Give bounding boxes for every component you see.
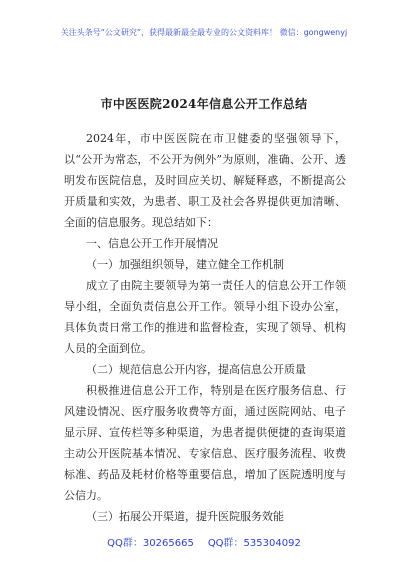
paragraph-intro: 2024年，市中医医院在市卫健委的坚强领导下，以“公开为常态，不公开为例外”为原则，准确、公开、透明发布医院信息，及时回应关切、解疑释惑，不断提高公开质量和实效，为患者、职工及社会各界提供更加清晰、全面的信息服务。现总结如下： (64, 132, 346, 229)
footer-qq-group-1: QQ群：30265665 (107, 538, 194, 549)
footer-contact (0, 534, 408, 549)
paragraph-2: 积极推进信息公开工作，特别是在医疗服务信息、行风建设情况、医疗服务收费等方面，通过医院网站、电子显示屏、宣传栏等多种渠道，为患者提供便捷的查询渠道主动公开医院基本情况、专家信息、医疗服务流程、收费标准、药品及耗材价格等重要信息，增加了医院透明度与公信力。 (64, 384, 346, 502)
subsection-heading-3: （三）拓展公开渠道，提升医院服务效能 (86, 510, 284, 523)
document-body (64, 124, 346, 527)
section-heading-1: 一、信息公开工作开展情况 (86, 237, 218, 250)
paragraph-1: 成立了由院主要领导为第一责任人的信息公开工作领导小组，全面负责信息公开工作。领导小组下设办公室，具体负责日常工作的推进和监督检查，实现了领导、机构人员的全面到位。 (64, 279, 346, 355)
subsection-heading-1: （一）加强组织领导，建立健全工作机制 (86, 258, 284, 271)
document-title: 市中医医院2024年信息公开工作总结 (100, 97, 308, 111)
header-banner: 关注头条号“公文研究”，获得最新最全最专业的公文资料库！ 微信：gongwenyj (60, 28, 348, 37)
subsection-heading-2: （二）规范信息公开内容，提高信息公开质量 (86, 363, 306, 376)
footer-qq-group-2: QQ群：535304092 (207, 538, 301, 549)
